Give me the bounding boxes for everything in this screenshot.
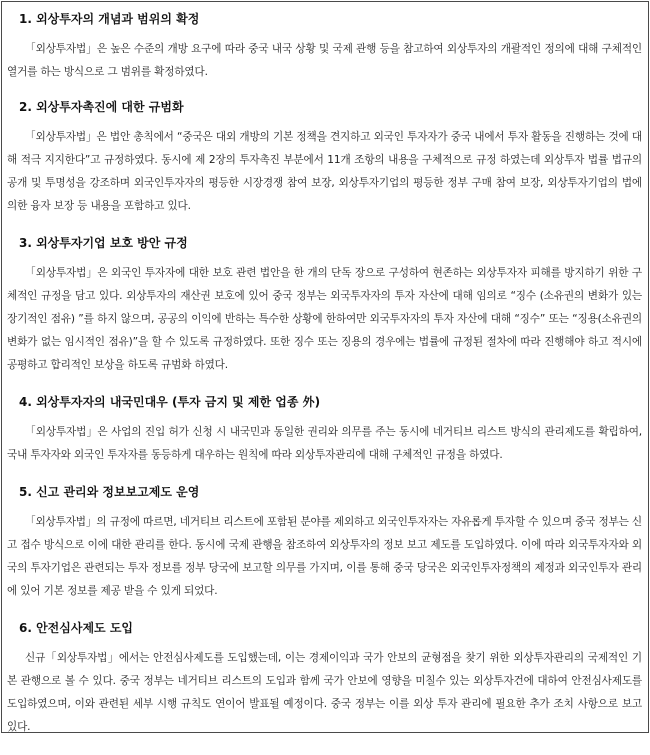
section-paragraph: 「외상투자법」의 규정에 따르면, 네거티브 리스트에 포함된 분야를 제외하고 외국인투자자는 자유롭게 투자할 수 있으며 중국 정부는 신고 접수 방식으로 이에 대한 관리를 한다. 동시에 국제 관행을 참조하여 외상투자의 정보 보고 제도를 도입하였다. 이에 따라 외국투자자와 외국의 투자기업은 관련되는 투자 정보를 정부 당국에 보고할 의무를 가지며, 이를 통해 중국 당국은 외국인투자정책의 제정과 외국인투자 관리에 있어 기본 정보를 제공 받을 수 있게 되었다. xyxy=(7,516,642,597)
section-paragraph: 「외상투자법」은 법안 총칙에서 “중국은 대외 개방의 기본 정책을 견지하고 외국인 투자자가 중국 내에서 투자 활동을 진행하는 것에 대해 적극 지지한다”고 규정하였다. 동시에 제 2장의 투자촉진 부분에서 11개 조항의 내용을 구체적으로 규정 하였는데 외상투자 법률 법규의 공개 및 투명성을 강조하며 외국인투자자의 평등한 시장경쟁 참여 보장, 외상투자기업의 평등한 정부 구매 참여 보장, 외상투자기업의 법에 의한 융자 보장 등 내용을 포함하고 있다. xyxy=(7,131,642,212)
section-heading: 4. 외상투자자의 내국민대우 (투자 금지 및 제한 업종 外) xyxy=(19,395,321,409)
section-heading: 5. 신고 관리와 정보보고제도 운영 xyxy=(19,485,200,499)
section-5 xyxy=(7,483,642,603)
document-page xyxy=(1,1,649,733)
document-body xyxy=(7,10,642,755)
section-heading: 1. 외상투자의 개념과 범위의 확정 xyxy=(19,12,200,26)
section-paragraph: 신규「외상투자법」에서는 안전심사제도를 도입했는데, 이는 경제이익과 국가 안보의 균형점을 찾기 위한 외상투자관리의 국제적인 기본 관행으로 볼 수 있다. 중국 정부는 네거티브 리스트의 도입과 함께 국가 안보에 영향을 미칠수 있는 외상투자건에 대하여 안전심사제도를 도입하였으며, 이와 관련된 세부 시행 규칙도 연이어 발표될 예정이다. 중국 정부는 이를 외상 투자 관리에 필요한 추가 조치 사항으로 보고 있다. xyxy=(7,652,642,733)
section-2 xyxy=(7,98,642,218)
section-heading: 3. 외상투자기업 보호 방안 규정 xyxy=(19,236,188,250)
section-paragraph: 「외상투자법」은 높은 수준의 개방 요구에 따라 중국 내국 상황 및 국제 관행 등을 참고하여 외상투자의 개괄적인 정의에 대해 구체적인 열거를 하는 방식으로 그 범위를 확정하였다. xyxy=(7,43,642,78)
section-heading: 2. 외상투자촉진에 대한 규범화 xyxy=(19,100,184,114)
section-1 xyxy=(7,10,642,84)
section-paragraph: 「외상투자법」은 외국인 투자자에 대한 보호 관련 법안을 한 개의 단독 장으로 구성하여 현존하는 외상투자자 피해를 방지하기 위한 구체적인 규정을 담고 있다. 외상투자의 재산권 보호에 있어 중국 정부는 외국투자자의 투자 자산에 대해 임의로 “징수 (소유권의 변화가 있는 장기적인 점유) ”를 하지 않으며, 공공의 이익에 반하는 특수한 상황에 한하여만 외국투자자의 투자 자산에 대해 “징수” 또는 “징용(소유권의 변화가 없는 임시적인 점유)”을 할 수 있도록 규정하였다. 또한 징수 또는 징용의 경우에는 법률에 규정된 절차에 따라 진행해야 하고 적시에 공평하고 합리적인 보상을 하도록 규범화 하였다. xyxy=(7,267,642,371)
section-paragraph: 「외상투자법」은 사업의 진입 허가 신청 시 내국민과 동일한 권리와 의무를 주는 동시에 네거티브 리스트 방식의 관리제도를 확립하여, 국내 투자자와 외국인 투자자를 동등하게 대우하는 원칙에 따라 외상투자관리에 대해 구체적인 규정을 하였다. xyxy=(7,426,642,461)
section-4 xyxy=(7,393,642,467)
section-6 xyxy=(7,619,642,739)
section-3 xyxy=(7,234,642,377)
section-heading: 6. 안전심사제도 도입 xyxy=(19,621,134,635)
